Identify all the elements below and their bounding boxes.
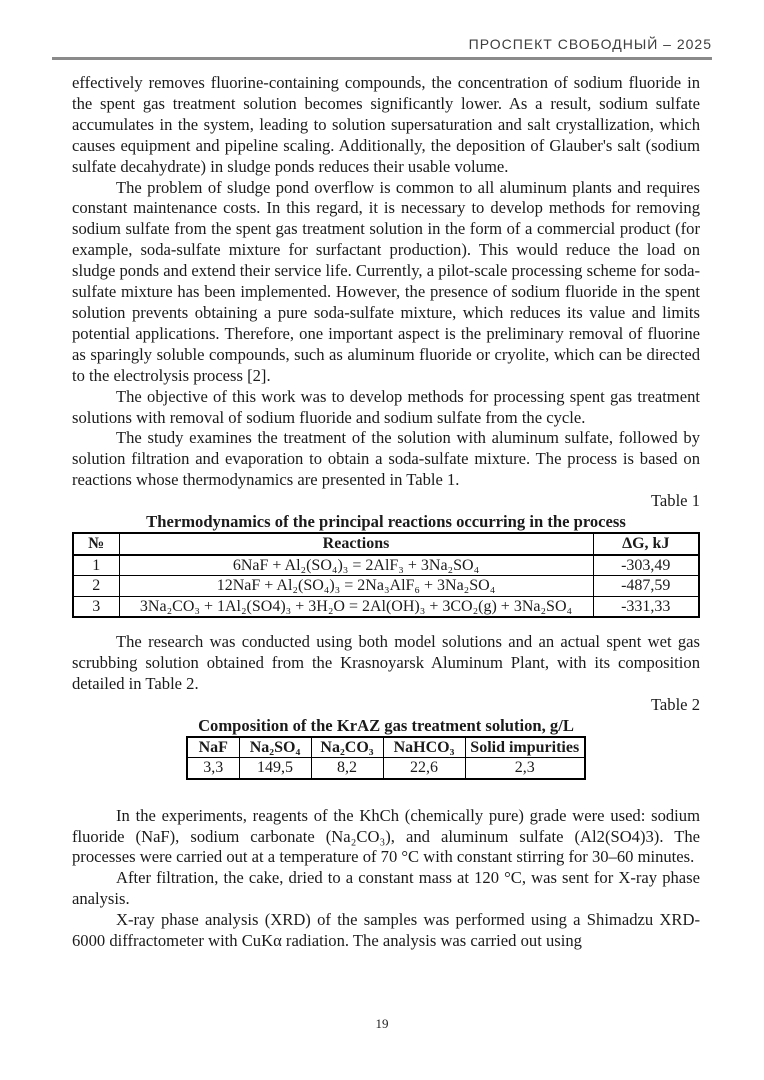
table-row [73,555,699,576]
paragraph: In the experiments, reagents of the KhCh (chemically pure) grade were used: sodium fluoride (NaF), sodium carbonate (Na₂CO₃), and aluminum sulfate (Al2(SO4)3). The processes were carried out at a temperature of 70 °C with constant stirring for 30–60 minutes. [72,805,700,867]
paragraph: After filtration, the cake, dried to a constant mass at 120 °C, was sent for X-ray phase analysis. [72,868,700,909]
table1-cell: -303,49 [593,555,699,576]
paragraph: The study examines the treatment of the solution with aluminum sulfate, followed by solution filtration and evaporation to obtain a soda-sulfate mixture. The process is based on reactions whose thermodynamics are presented in Table 1. [72,428,700,490]
page-number: 19 [375,1016,389,1031]
running-header: ПРОСПЕКТ СВОБОДНЫЙ – 2025 [52,36,712,60]
table-row [73,576,699,597]
table1-cell: -487,59 [593,576,699,597]
table1-title: Thermodynamics of the principal reactions occurring in the process [146,512,626,532]
table2 [186,736,586,780]
table1-label: Table 1 [650,491,700,511]
table-row [73,596,699,617]
paragraph: effectively removes fluorine-containing compounds, the concentration of sodium fluoride in the spent gas treatment solution becomes significantly lower. As a result, sodium sulfate accumulates in the system, leading to solution supersaturation and salt crystallization, which causes equipment and pipeline scaling. Additionally, the deposition of Glauber's salt (sodium sulfate decahydrate) in sludge ponds reduces their usable volume. [72,73,700,176]
table1-cell: 3 [73,596,119,617]
table1-cell: 12NaF + Al₂(SO₄)₃ = 2Na₃AlF₆ + 3Na₂SO₄ [119,576,593,597]
paragraph: The research was conducted using both model solutions and an actual spent wet gas scrubbing solution obtained from the Krasnoyarsk Aluminum Plant, with its composition detailed in Table 2. [72,632,700,693]
table2-col: Na₂SO₄ [239,737,311,758]
paragraph: The problem of sludge pond overflow is common to all aluminum plants and requires constant maintenance costs. In this regard, it is necessary to develop methods for removing sodium sulfate from the spent gas treatment solution in the form of a commercial product (for example, soda-sulfate mixture for surfactant production). This would reduce the load on sludge ponds and extend their service life. Currently, a pilot-scale processing scheme for soda-sulfate mixture has been implemented. However, the presence of sodium fluoride in the spent solution prevents obtaining a pure soda-sulfate mixture, which reduces its value and limits potential applications. Therefore, one important aspect is the preliminary removal of fluorine as sparingly soluble compounds, such as aluminum fluoride or cryolite, which can be directed to the electrolysis process [2]. [72,177,700,385]
table2-title: Composition of the KrAZ gas treatment solution, g/L [198,715,574,735]
table2-cell: 3,3 [187,758,239,779]
table2-col: NaHCO₃ [383,737,465,758]
table2-cell: 22,6 [383,758,465,779]
table2-col: Solid impurities [465,737,585,758]
page-body [72,73,700,952]
table2-col: NaF [187,737,239,758]
table1-header-row [73,533,699,555]
table1-col-dg: ΔG, kJ [593,533,699,555]
table1-cell: -331,33 [593,596,699,617]
table2-cell: 8,2 [311,758,383,779]
table1-cell: 3Na₂CO₃ + 1Al₂(SO4)₃ + 3H₂O = 2Al(OH)₃ + 3CO₂(g) + 3Na₂SO₄ [119,596,593,617]
table1-col-reactions: Reactions [119,533,593,555]
table-row [187,758,585,779]
table1-cell: 2 [73,576,119,597]
paragraph: The objective of this work was to develop methods for processing spent gas treatment solutions with removal of sodium fluoride and sodium sulfate from the cycle. [72,386,700,427]
table1-cell: 1 [73,555,119,576]
table2-header-row [187,737,585,758]
table2-label: Table 2 [650,694,700,714]
table2-cell: 149,5 [239,758,311,779]
table1-col-number: № [73,533,119,555]
table1-cell: 6NaF + Al₂(SO₄)₃ = 2AlF₃ + 3Na₂SO₄ [119,555,593,576]
table1 [72,532,700,618]
paragraph: X-ray phase analysis (XRD) of the samples was performed using a Shimadzu XRD-6000 diffractometer with CuKα radiation. The analysis was carried out using [72,910,700,951]
table2-cell: 2,3 [465,758,585,779]
table2-col: Na₂CO₃ [311,737,383,758]
